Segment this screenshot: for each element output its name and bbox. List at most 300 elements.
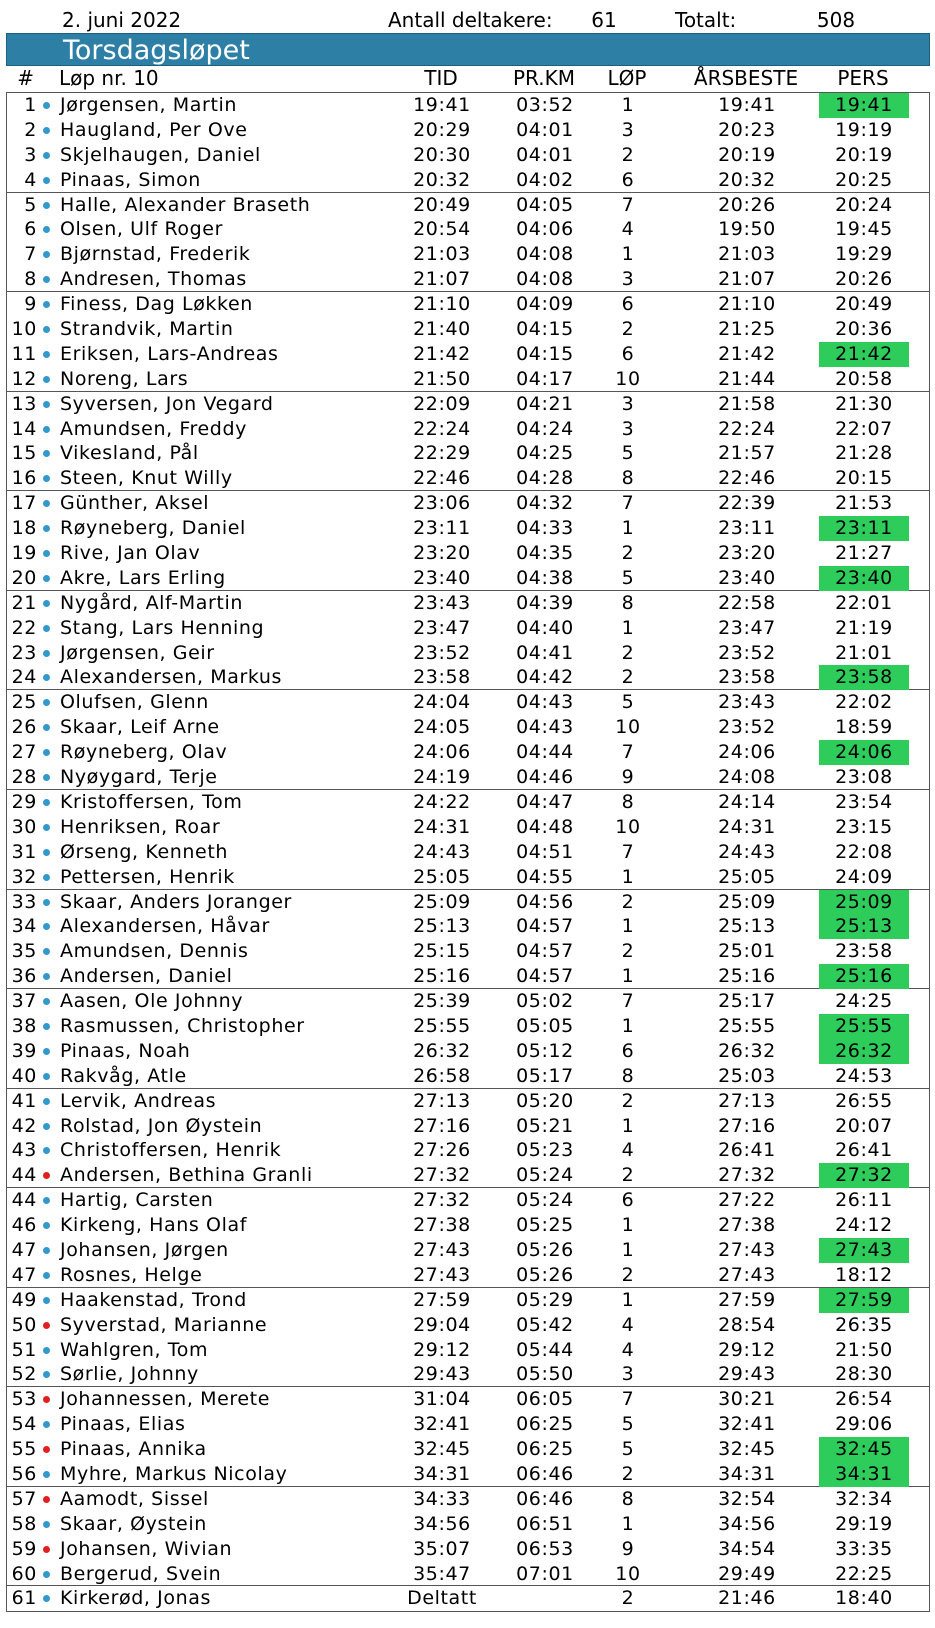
- race-count: 8: [621, 591, 635, 614]
- season-best: 21:07: [718, 268, 776, 291]
- runner-name: Aamodt, Sissel: [60, 1487, 209, 1510]
- table-row: [7, 1487, 929, 1512]
- finish-time: 19:41: [413, 94, 471, 116]
- pace-per-km: 05:05: [516, 1014, 574, 1037]
- personal-best: 23:54: [835, 790, 893, 813]
- pace-per-km: 05:26: [516, 1263, 574, 1286]
- col-tid-header: TID: [424, 66, 458, 90]
- personal-best: 33:35: [835, 1537, 893, 1560]
- race-count: 1: [621, 1014, 635, 1037]
- table-row: [7, 1263, 929, 1288]
- table-row: [7, 1537, 929, 1562]
- season-best: 32:45: [718, 1438, 776, 1461]
- row-number: 57: [11, 1487, 37, 1510]
- column-header: [6, 66, 930, 92]
- row-number: 17: [11, 492, 37, 515]
- table-row: [7, 566, 929, 591]
- personal-best: 27:32: [819, 1163, 909, 1188]
- pace-per-km: 06:46: [516, 1462, 574, 1485]
- race-count: 1: [621, 94, 635, 116]
- page-title: Torsdagsløpet: [63, 35, 250, 66]
- finish-time: 23:06: [413, 492, 471, 515]
- pace-per-km: 06:25: [516, 1413, 574, 1436]
- runner-name: Jørgensen, Geir: [60, 641, 215, 664]
- total-value: 508: [816, 8, 856, 32]
- season-best: 19:50: [718, 218, 776, 241]
- personal-best: 20:15: [835, 467, 893, 490]
- finish-time: 27:43: [413, 1238, 471, 1261]
- personal-best: 26:35: [835, 1313, 893, 1336]
- row-number: 6: [24, 218, 37, 241]
- pace-per-km: 04:02: [516, 168, 574, 191]
- runner-name: Kirkerød, Jonas: [60, 1587, 211, 1610]
- pace-per-km: 04:08: [516, 243, 574, 266]
- race-count: 1: [621, 517, 635, 540]
- finish-time: 21:50: [413, 367, 471, 390]
- pace-per-km: 04:40: [516, 616, 574, 639]
- finish-time: 20:49: [413, 193, 471, 216]
- runner-name: Skjelhaugen, Daniel: [60, 143, 261, 166]
- table-row: [7, 1362, 929, 1387]
- pace-per-km: 04:15: [516, 342, 574, 365]
- pace-per-km: 04:01: [516, 143, 574, 166]
- row-number: 44: [11, 1189, 37, 1212]
- table-row: [7, 1462, 929, 1487]
- runner-name: Syversen, Jon Vegard: [60, 392, 274, 415]
- personal-best: 27:59: [819, 1288, 909, 1313]
- finish-time: 20:29: [413, 118, 471, 141]
- row-number: 58: [11, 1512, 37, 1535]
- race-count: 7: [621, 840, 635, 863]
- personal-best: 24:12: [835, 1214, 893, 1237]
- season-best: 23:11: [718, 517, 776, 540]
- personal-best: 18:12: [835, 1263, 893, 1286]
- personal-best: 23:11: [819, 516, 909, 541]
- personal-best: 26:41: [835, 1139, 893, 1162]
- runner-name: Pettersen, Henrik: [60, 865, 235, 888]
- race-count: 2: [621, 318, 635, 341]
- table-row: [7, 342, 929, 367]
- finish-time: 32:45: [413, 1438, 471, 1461]
- personal-best: 28:30: [835, 1363, 893, 1386]
- finish-time: 22:09: [413, 392, 471, 415]
- season-best: 26:32: [718, 1039, 776, 1062]
- finish-time: 31:04: [413, 1388, 471, 1411]
- pace-per-km: 05:26: [516, 1238, 574, 1261]
- pace-per-km: 05:21: [516, 1114, 574, 1137]
- season-best: 34:31: [718, 1462, 776, 1485]
- table-row: [7, 641, 929, 666]
- row-number: 38: [11, 1014, 37, 1037]
- pace-per-km: 04:21: [516, 392, 574, 415]
- season-best: 26:41: [718, 1139, 776, 1162]
- table-row: [7, 143, 929, 168]
- finish-time: 24:04: [413, 691, 471, 714]
- table-row: [7, 1437, 929, 1462]
- table-row: [7, 242, 929, 267]
- season-best: 29:43: [718, 1363, 776, 1386]
- finish-time: 23:11: [413, 517, 471, 540]
- finish-time: 23:43: [413, 591, 471, 614]
- personal-best: 21:28: [835, 442, 893, 465]
- table-row: [7, 392, 929, 417]
- runner-name: Johannessen, Merete: [60, 1388, 270, 1411]
- personal-best: 34:31: [819, 1462, 909, 1487]
- finish-time: 21:40: [413, 318, 471, 341]
- table-row: [7, 740, 929, 765]
- pace-per-km: 04:28: [516, 467, 574, 490]
- season-best: 22:58: [718, 591, 776, 614]
- finish-time: 24:05: [413, 716, 471, 739]
- row-number: 13: [11, 392, 37, 415]
- race-count: 4: [621, 1338, 635, 1361]
- pace-per-km: 04:46: [516, 766, 574, 789]
- personal-best: 21:19: [835, 616, 893, 639]
- personal-best: 26:11: [835, 1189, 893, 1212]
- runner-name: Rasmussen, Christopher: [60, 1014, 305, 1037]
- table-row: [7, 292, 929, 317]
- season-best: 34:54: [718, 1537, 776, 1560]
- season-best: 21:58: [718, 392, 776, 415]
- finish-time: 27:16: [413, 1114, 471, 1137]
- runner-name: Røyneberg, Olav: [60, 741, 228, 764]
- runner-name: Günther, Aksel: [60, 492, 210, 515]
- row-number: 21: [11, 591, 37, 614]
- row-number: 12: [11, 367, 37, 390]
- runner-name: Amundsen, Freddy: [60, 417, 247, 440]
- personal-best: 22:02: [835, 691, 893, 714]
- finish-time: 25:16: [413, 965, 471, 988]
- race-count: 2: [621, 940, 635, 963]
- season-best: 24:08: [718, 766, 776, 789]
- row-number: 29: [11, 790, 37, 813]
- season-best: 22:39: [718, 492, 776, 515]
- pace-per-km: 04:05: [516, 193, 574, 216]
- row-number: 37: [11, 990, 37, 1013]
- row-number: 39: [11, 1039, 37, 1062]
- finish-time: 24:22: [413, 790, 471, 813]
- runner-name: Haugland, Per Ove: [60, 118, 248, 141]
- runner-name: Pinaas, Simon: [60, 168, 201, 191]
- table-row: [7, 1188, 929, 1213]
- table-row: [7, 616, 929, 641]
- table-row: [7, 367, 929, 392]
- runner-name: Kirkeng, Hans Olaf: [60, 1214, 248, 1237]
- runner-name: Andresen, Thomas: [60, 268, 247, 291]
- race-count: 8: [621, 1487, 635, 1510]
- pace-per-km: 06:25: [516, 1438, 574, 1461]
- row-number: 25: [11, 691, 37, 714]
- table-row: [7, 93, 929, 118]
- runner-name: Johansen, Jørgen: [60, 1238, 229, 1261]
- personal-best: 24:09: [835, 865, 893, 888]
- personal-best: 25:13: [819, 914, 909, 939]
- row-number: 18: [11, 517, 37, 540]
- runner-name: Pinaas, Noah: [60, 1039, 191, 1062]
- season-best: 23:58: [718, 666, 776, 689]
- table-row: [7, 217, 929, 242]
- runner-name: Noreng, Lars: [60, 367, 189, 390]
- runner-name: Jørgensen, Martin: [60, 94, 238, 116]
- finish-time: 24:19: [413, 766, 471, 789]
- runner-name: Bergerud, Svein: [60, 1562, 222, 1585]
- season-best: 20:19: [718, 143, 776, 166]
- personal-best: 20:24: [835, 193, 893, 216]
- season-best: 27:59: [718, 1288, 776, 1311]
- pace-per-km: 04:55: [516, 865, 574, 888]
- table-row: [7, 516, 929, 541]
- race-count: 7: [621, 741, 635, 764]
- row-number: 10: [11, 318, 37, 341]
- season-best: 27:16: [718, 1114, 776, 1137]
- race-date: 2. juni 2022: [62, 8, 182, 32]
- pace-per-km: 04:25: [516, 442, 574, 465]
- finish-time: 27:13: [413, 1089, 471, 1112]
- runner-name: Skaar, Anders Joranger: [60, 890, 292, 913]
- season-best: 23:47: [718, 616, 776, 639]
- season-best: 29:49: [718, 1562, 776, 1585]
- personal-best: 20:26: [835, 268, 893, 291]
- table-row: [7, 541, 929, 566]
- race-count: 5: [621, 442, 635, 465]
- runner-name: Nygård, Alf-Martin: [60, 591, 243, 614]
- personal-best: 21:50: [835, 1338, 893, 1361]
- pace-per-km: 04:57: [516, 940, 574, 963]
- personal-best: 27:43: [819, 1238, 909, 1263]
- col-arsbeste-header: ÅRSBESTE: [693, 66, 799, 90]
- personal-best: 21:53: [835, 492, 893, 515]
- runner-name: Finess, Dag Løkken: [60, 293, 253, 316]
- personal-best: 19:45: [835, 218, 893, 241]
- personal-best: 26:54: [835, 1388, 893, 1411]
- info-bar: [6, 8, 930, 33]
- col-lop-header: LØP: [607, 66, 647, 90]
- pace-per-km: 04:57: [516, 965, 574, 988]
- table-row: [7, 1313, 929, 1338]
- table-row: [7, 466, 929, 491]
- pace-per-km: 04:42: [516, 666, 574, 689]
- table-row: [7, 765, 929, 790]
- race-count: 5: [621, 1413, 635, 1436]
- finish-time: 25:09: [413, 890, 471, 913]
- finish-time: 35:47: [413, 1562, 471, 1585]
- row-number: 14: [11, 417, 37, 440]
- row-number: 44: [11, 1164, 37, 1187]
- finish-time: 22:46: [413, 467, 471, 490]
- pace-per-km: 04:24: [516, 417, 574, 440]
- season-best: 22:24: [718, 417, 776, 440]
- table-row: [7, 989, 929, 1014]
- table-row: [7, 939, 929, 964]
- season-best: 32:41: [718, 1413, 776, 1436]
- season-best: 27:22: [718, 1189, 776, 1212]
- finish-time: 20:32: [413, 168, 471, 191]
- race-count: 10: [615, 815, 641, 838]
- race-count: 5: [621, 1438, 635, 1461]
- pace-per-km: 04:35: [516, 542, 574, 565]
- season-best: 21:03: [718, 243, 776, 266]
- pace-per-km: 06:53: [516, 1537, 574, 1560]
- pace-per-km: 04:01: [516, 118, 574, 141]
- race-count: 2: [621, 1587, 635, 1610]
- season-best: 23:52: [718, 641, 776, 664]
- race-count: 5: [621, 691, 635, 714]
- race-count: 7: [621, 492, 635, 515]
- race-count: 1: [621, 1114, 635, 1137]
- table-row: [7, 1163, 929, 1188]
- personal-best: 25:55: [819, 1014, 909, 1039]
- row-number: 60: [11, 1562, 37, 1585]
- row-number: 33: [11, 890, 37, 913]
- row-number: 52: [11, 1363, 37, 1386]
- season-best: 20:26: [718, 193, 776, 216]
- runner-name: Eriksen, Lars-Andreas: [60, 342, 279, 365]
- pace-per-km: 04:51: [516, 840, 574, 863]
- table-row: [7, 1586, 929, 1611]
- personal-best: 23:08: [835, 766, 893, 789]
- runner-name: Vikesland, Pål: [60, 442, 199, 465]
- pace-per-km: 05:23: [516, 1139, 574, 1162]
- finish-time: 35:07: [413, 1537, 471, 1560]
- race-count: 1: [621, 965, 635, 988]
- table-row: [7, 790, 929, 815]
- table-row: [7, 491, 929, 516]
- season-best: 27:32: [718, 1164, 776, 1187]
- personal-best: 23:58: [819, 665, 909, 690]
- finish-time: 24:43: [413, 840, 471, 863]
- row-number: 20: [11, 566, 37, 589]
- personal-best: 24:25: [835, 990, 893, 1013]
- runner-name: Myhre, Markus Nicolay: [60, 1462, 288, 1485]
- row-number: 40: [11, 1064, 37, 1087]
- race-count: 1: [621, 915, 635, 938]
- pace-per-km: 05:24: [516, 1164, 574, 1187]
- table-row: [7, 1238, 929, 1263]
- personal-best: 32:34: [835, 1487, 893, 1510]
- race-count: 3: [621, 268, 635, 291]
- pace-per-km: 05:17: [516, 1064, 574, 1087]
- pace-per-km: 04:15: [516, 318, 574, 341]
- race-count: 1: [621, 865, 635, 888]
- row-number: 3: [24, 143, 37, 166]
- season-best: 21:44: [718, 367, 776, 390]
- season-best: 25:17: [718, 990, 776, 1013]
- finish-time: 20:30: [413, 143, 471, 166]
- title-banner: [6, 33, 930, 66]
- row-number: 43: [11, 1139, 37, 1162]
- season-best: 22:46: [718, 467, 776, 490]
- race-count: 8: [621, 467, 635, 490]
- pace-per-km: 05:24: [516, 1189, 574, 1212]
- finish-time: 23:58: [413, 666, 471, 689]
- runner-name: Akre, Lars Erling: [60, 566, 226, 589]
- pace-per-km: 03:52: [516, 94, 574, 116]
- race-count: 7: [621, 1388, 635, 1411]
- season-best: 23:52: [718, 716, 776, 739]
- runner-name: Nyøygard, Terje: [60, 766, 218, 789]
- col-pers-header: PERS: [837, 66, 889, 90]
- personal-best: 24:06: [819, 740, 909, 765]
- finish-time: 27:32: [413, 1189, 471, 1212]
- table-row: [7, 865, 929, 890]
- results-sheet: [6, 8, 930, 1612]
- table-row: [7, 1039, 929, 1064]
- personal-best: 29:19: [835, 1512, 893, 1535]
- row-number: 26: [11, 716, 37, 739]
- row-number: 47: [11, 1238, 37, 1261]
- row-number: 28: [11, 766, 37, 789]
- table-row: [7, 914, 929, 939]
- season-best: 23:40: [718, 566, 776, 589]
- pace-per-km: 07:01: [516, 1562, 574, 1585]
- table-row: [7, 1089, 929, 1114]
- finish-time: 23:40: [413, 566, 471, 589]
- row-number: 19: [11, 542, 37, 565]
- personal-best: 21:30: [835, 392, 893, 415]
- runner-name: Skaar, Øystein: [60, 1512, 207, 1535]
- finish-time: 26:32: [413, 1039, 471, 1062]
- total-label: Totalt:: [675, 8, 737, 32]
- pace-per-km: 04:43: [516, 716, 574, 739]
- row-number: 61: [11, 1587, 37, 1610]
- pace-per-km: 04:33: [516, 517, 574, 540]
- season-best: 25:13: [718, 915, 776, 938]
- row-number: 36: [11, 965, 37, 988]
- personal-best: 29:06: [835, 1413, 893, 1436]
- season-best: 19:41: [718, 94, 776, 116]
- race-count: 10: [615, 716, 641, 739]
- race-count: 10: [615, 1562, 641, 1585]
- personal-best: 22:01: [835, 591, 893, 614]
- pace-per-km: 05:50: [516, 1363, 574, 1386]
- personal-best: 18:40: [835, 1587, 893, 1610]
- runner-name: Olsen, Ulf Roger: [60, 218, 223, 241]
- runner-name: Røyneberg, Daniel: [60, 517, 246, 540]
- season-best: 21:25: [718, 318, 776, 341]
- season-best: 24:31: [718, 815, 776, 838]
- runner-name: Alexandersen, Håvar: [60, 915, 270, 938]
- season-best: 21:57: [718, 442, 776, 465]
- finish-time: 20:54: [413, 218, 471, 241]
- race-count: 1: [621, 1214, 635, 1237]
- season-best: 24:43: [718, 840, 776, 863]
- participants-count: 61: [591, 8, 617, 32]
- table-row: [7, 1512, 929, 1537]
- personal-best: 20:36: [835, 318, 893, 341]
- table-row: [7, 690, 929, 715]
- table-row: [7, 890, 929, 915]
- table-row: [7, 417, 929, 442]
- row-number: 35: [11, 940, 37, 963]
- personal-best: 22:25: [835, 1562, 893, 1585]
- season-best: 27:43: [718, 1238, 776, 1261]
- runner-name: Amundsen, Dennis: [60, 940, 249, 963]
- finish-time: 21:03: [413, 243, 471, 266]
- pace-per-km: 05:02: [516, 990, 574, 1013]
- row-number: 47: [11, 1263, 37, 1286]
- runner-name: Alexandersen, Markus: [60, 666, 283, 689]
- table-row: [7, 964, 929, 989]
- pace-per-km: 05:25: [516, 1214, 574, 1237]
- pace-per-km: 04:17: [516, 367, 574, 390]
- race-count: 6: [621, 1039, 635, 1062]
- pace-per-km: 04:06: [516, 218, 574, 241]
- season-best: 32:54: [718, 1487, 776, 1510]
- runner-name: Aasen, Ole Johnny: [60, 990, 244, 1013]
- personal-best: 23:58: [835, 940, 893, 963]
- race-count: 2: [621, 666, 635, 689]
- personal-best: 25:09: [819, 890, 909, 915]
